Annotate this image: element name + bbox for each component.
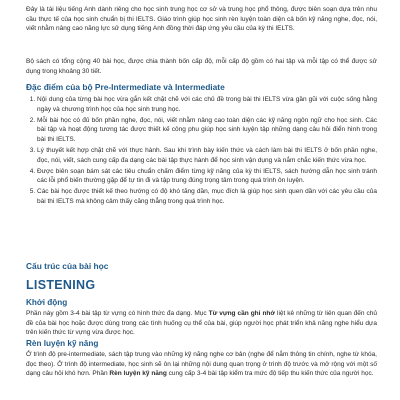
feature-item-4: 4. Được biên soạn bám sát các tiêu chuẩn chấm điểm từng kỹ năng của kỳ thi IELTS, sách hướng dẫn học sinh tránh các lỗi phổ biến thường gặp để tự tin đi và tập trung đúng trọng tâm trong quá trình ôn luyện.: [37, 167, 377, 186]
skills-bold-term: Rèn luyện kỹ năng: [109, 370, 167, 378]
intro-paragraph-1: Đây là tài liệu tiếng Anh dành riêng cho học sinh trung học cơ sở và trung học phổ thông, được biên soạn dựa trên nhu cầu thực tế của học sinh chuẩn bị thi IELTS. Giáo trình giúp học sinh rèn luyện toàn diện cả bốn kỹ năng nghe, đọc, nói, viết nhằm nâng cao năng lực sử dụng tiếng Anh đồng thời đáp ứng yêu cầu của kỳ thi IELTS.: [26, 6, 377, 33]
feature-item-2: 2. Mỗi bài học có đủ bốn phần nghe, đọc, nói, viết nhằm nâng cao toàn diện các kỹ năng ngôn ngữ cho học sinh. Các bài tập và hoạt động tương tác được thiết kế công phu giúp học sinh luyện tập những dạng câu hỏi điển hình trong bài thi IELTS.: [37, 116, 377, 145]
features-heading: Đặc điểm của bộ Pre-Intermediate và Intermediate: [26, 82, 225, 92]
feature-item-1: 1. Nội dung của từng bài học vừa gắn kết chặt chẽ với các chủ đề trong bài thi IELTS vừa gần gũi với cuộc sống hằng ngày và chương trình học của học sinh trung học.: [37, 95, 377, 114]
warmup-text-after: liệt kê những từ liên quan đến chủ đề của bài học hoặc được dùng trong các tình huống cụ thể của bài, giúp người học phát triển khả năng nghe hiểu dựa trên kiến thức từ vựng vừa được học.: [26, 310, 377, 337]
feature-item-5: 5. Các bài học được thiết kế theo hướng có độ khó tăng dần, mục đích là giúp học sinh quen dần với các yêu cầu của bài thi IELTS mà không cảm thấy căng thẳng trong quá trình học.: [37, 187, 377, 206]
warmup-text-before: Phần này gồm 3-4 bài tập từ vựng có hình thức đa dạng. Mục: [26, 310, 209, 317]
structure-heading: Cấu trúc của bài học: [26, 261, 109, 271]
features-list: [26, 95, 377, 208]
skills-heading: Rèn luyện kỹ năng: [26, 339, 99, 348]
listening-section-heading: LISTENING: [26, 278, 96, 292]
feature-item-3: 3. Lý thuyết kết hợp chặt chẽ với thực hành. Sau khi trình bày kiến thức và cách làm bài thi IELTS ở bốn phần nghe, đọc, nói, viết, sách cung cấp đa dạng các bài tập thực hành để học sinh vận dụng và nắm chắc kiến thức vừa học.: [37, 146, 377, 165]
intro-paragraph-2: Bộ sách có tổng cộng 40 bài học, được chia thành bốn cấp độ, mỗi cấp độ gồm có hai tập và mỗi tập có thể được sử dụng trong khoảng 30 tiết.: [26, 58, 377, 75]
skills-paragraph: [26, 350, 377, 379]
warmup-paragraph: [26, 309, 377, 338]
skills-text-after: cung cấp 3-4 bài tập kiểm tra mức độ tiếp thu kiến thức của người học.: [166, 370, 374, 378]
skills-text-before: Ở trình độ pre-intermediate, sách tập trung vào những kỹ năng nghe cơ bản (nghe để nắm thông tin chính, nghe từ khóa, đọc theo). Ở trình độ intermediate, học sinh sẽ ôn lại những nội dung quan trọng ở trình độ trước và mở rộng với một số dạng câu hỏi khó hơn. Phần: [26, 351, 377, 378]
warmup-bold-term: Từ vựng cần ghi nhớ: [208, 310, 276, 317]
warmup-heading: Khởi động: [26, 298, 68, 307]
